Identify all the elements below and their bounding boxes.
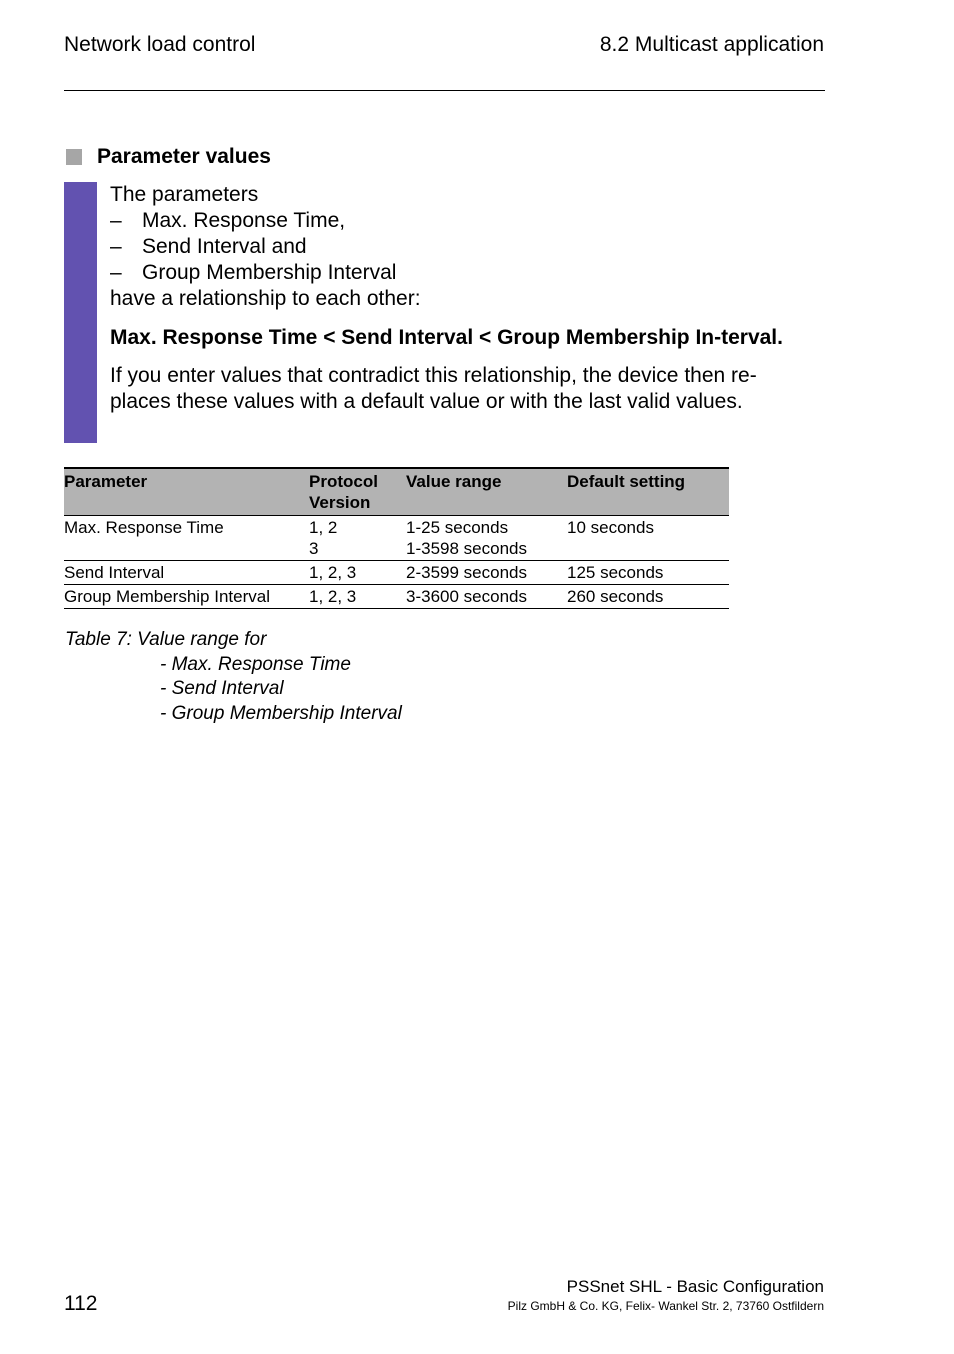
table-cell: 1, 2, 3 <box>309 585 406 609</box>
column-header-value-range: Value range <box>406 468 567 516</box>
relationship-statement: Max. Response Time < Send Interval < Group Membership In-terval. <box>110 326 783 349</box>
table-row <box>64 516 729 561</box>
list-item-text: Send Interval and <box>142 235 307 258</box>
caption-item: - Send Interval <box>160 678 284 699</box>
table-cell: Group Membership Interval <box>64 585 309 609</box>
header-section-title: 8.2 Multicast application <box>599 33 824 56</box>
table-cell: 10 seconds <box>567 516 729 561</box>
table-cell: 1, 2 3 <box>309 516 406 561</box>
square-bullet-icon <box>66 149 82 165</box>
section-heading-text: Parameter values <box>97 145 271 168</box>
section-heading <box>66 145 271 169</box>
note-marker-bar <box>64 182 97 443</box>
header-divider <box>64 90 825 91</box>
table-cell: 2-3599 seconds <box>406 561 567 585</box>
list-item-text: Max. Response Time, <box>142 209 346 232</box>
caption-title: Table 7: Value range for <box>65 629 267 650</box>
note-outro: have a relationship to each other: <box>110 287 421 310</box>
table-header-row <box>64 468 729 516</box>
list-item <box>110 208 817 234</box>
table-cell: 1, 2, 3 <box>309 561 406 585</box>
table-cell: 1-25 seconds 1-3598 seconds <box>406 516 567 561</box>
contradiction-note: If you enter values that contradict this relationship, the device then re-places these values with a default value or with the last valid values. <box>110 364 757 413</box>
dash-marker: – <box>110 235 122 258</box>
table-cell: 260 seconds <box>567 585 729 609</box>
column-header-default-setting: Default setting <box>567 468 729 516</box>
list-item-text: Group Membership Interval <box>142 261 397 284</box>
table-row <box>64 585 729 609</box>
table-cell: 125 seconds <box>567 561 729 585</box>
caption-item: - Group Membership Interval <box>160 702 402 724</box>
table-caption <box>65 628 402 726</box>
page-number: 112 <box>64 1292 98 1315</box>
table-cell: Max. Response Time <box>64 516 309 561</box>
table-cell: 3-3600 seconds <box>406 585 567 609</box>
table-cell: Send Interval <box>64 561 309 585</box>
note-intro: The parameters <box>110 183 259 206</box>
note-box <box>110 182 817 415</box>
column-header-parameter: Parameter <box>64 468 309 516</box>
footer-document-title: PSSnet SHL - Basic Configuration <box>566 1277 824 1296</box>
header-chapter-title: Network load control <box>64 33 256 56</box>
list-item <box>110 260 817 286</box>
dash-marker: – <box>110 261 122 284</box>
caption-item: - Max. Response Time <box>160 653 351 675</box>
parameter-table <box>64 467 729 609</box>
list-item <box>110 234 817 260</box>
table-row <box>64 561 729 585</box>
column-header-protocol-version: Protocol Version <box>309 468 406 516</box>
dash-marker: – <box>110 209 122 232</box>
footer-address: Pilz GmbH & Co. KG, Felix- Wankel Str. 2, 73760 Ostfildern <box>507 1299 824 1313</box>
